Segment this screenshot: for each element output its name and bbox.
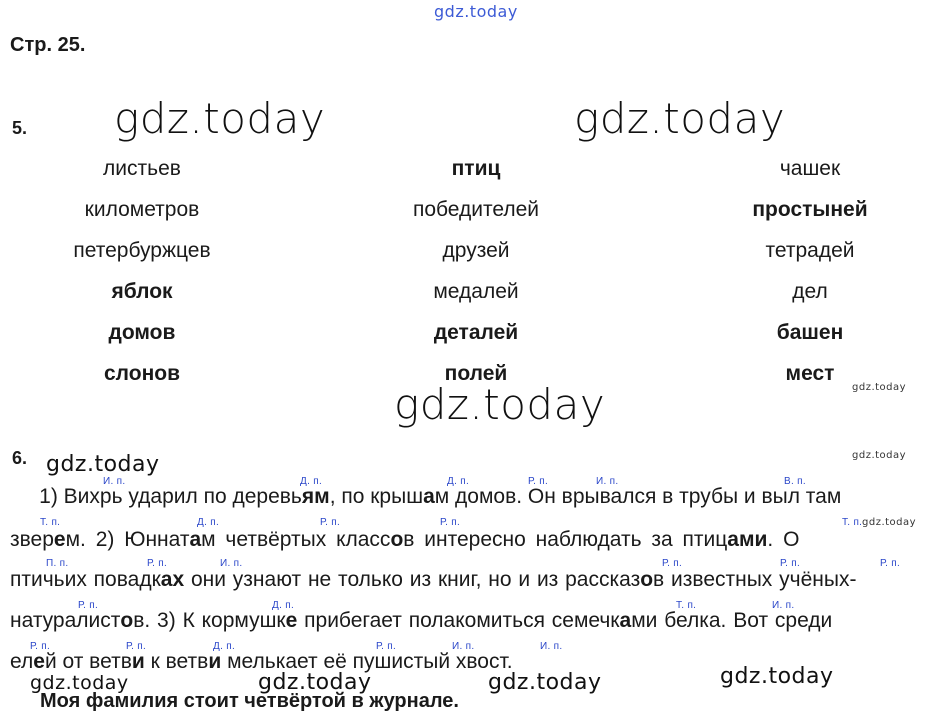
- case-label: Р. п.: [376, 641, 397, 652]
- watermark-mid-1: gdz.today: [46, 452, 160, 477]
- exercise-6-number: 6.: [12, 448, 28, 468]
- word-item: птиц: [451, 157, 501, 180]
- word-item: дел: [792, 280, 828, 303]
- word-column-3: [690, 148, 930, 394]
- word-item: простыней: [752, 198, 868, 221]
- word-column-1: [22, 148, 262, 394]
- case-label: Т. п.: [842, 517, 863, 528]
- case-label: Р. п.: [528, 476, 549, 487]
- text-line-4: натуралистов. 3) К кормушке прибегает полакомиться семечками белка. Вот среди: [10, 609, 833, 632]
- word-item: победителей: [412, 198, 540, 221]
- case-label: Т. п.: [676, 600, 697, 611]
- word-item: километров: [84, 198, 200, 221]
- exercise-5-number: 5.: [12, 118, 28, 138]
- word-item: друзей: [442, 239, 510, 262]
- case-label: Р. п.: [440, 517, 461, 528]
- word-item: башен: [776, 321, 844, 344]
- case-label: Р. п.: [78, 600, 99, 611]
- case-label: И. п.: [596, 476, 619, 487]
- case-label: Т. п.: [40, 517, 61, 528]
- word-column-2: [356, 148, 596, 394]
- case-label: И. п.: [452, 641, 475, 652]
- word-item: слонов: [104, 362, 180, 385]
- watermark-small-3: gdz.today: [862, 517, 917, 528]
- case-label: Д. п.: [300, 476, 323, 487]
- case-label: Р. п.: [320, 517, 341, 528]
- case-label: Р. п.: [662, 558, 683, 569]
- watermark-mid-2: gdz.today: [720, 664, 834, 689]
- word-item: полей: [444, 362, 508, 385]
- case-label: Р. п.: [880, 558, 901, 569]
- final-sentence: Моя фамилия стоит четвёртой в журнале.: [40, 690, 459, 712]
- word-item: петербуржцев: [73, 239, 211, 262]
- text-line-3: птичьих повадках они узнают не только из книг, но и из рассказов известных учёных-: [10, 568, 857, 591]
- word-item: яблок: [111, 280, 173, 303]
- case-label: И. п.: [540, 641, 563, 652]
- text-line-2: зверем. 2) Юннатам четвёртых классов интересно наблюдать за птицами. О: [10, 528, 800, 551]
- case-label: Р. п.: [147, 558, 168, 569]
- case-label: И. п.: [103, 476, 126, 487]
- text-line-5: елей от ветви к ветви мелькает её пушистый хвост.: [10, 650, 513, 673]
- watermark-large-2: gdz.today: [574, 94, 786, 143]
- watermark-mid-3: gdz.today: [30, 672, 129, 694]
- word-item: медалей: [433, 280, 519, 303]
- case-label: Р. п.: [126, 641, 147, 652]
- case-label: Р. п.: [30, 641, 51, 652]
- watermark-top: gdz.today: [434, 2, 518, 21]
- case-label: И. п.: [220, 558, 243, 569]
- page-reference: Стр. 25.: [10, 34, 86, 56]
- watermark-small-1: gdz.today: [852, 382, 907, 393]
- case-label: Д. п.: [213, 641, 236, 652]
- case-label: Д. п.: [272, 600, 295, 611]
- case-label: П. п.: [46, 558, 69, 569]
- case-label: Д. п.: [447, 476, 470, 487]
- watermark-mid-4: gdz.today: [258, 670, 372, 695]
- word-item: тетрадей: [765, 239, 855, 262]
- text-line-1: 1) Вихрь ударил по деревьям, по крышам домов. Он врывался в трубы и выл там: [10, 485, 842, 508]
- case-label: Р. п.: [780, 558, 801, 569]
- case-label: В. п.: [784, 476, 806, 487]
- case-label: И. п.: [772, 600, 795, 611]
- word-item: деталей: [433, 321, 519, 344]
- watermark-large-3: gdz.today: [394, 380, 606, 429]
- word-item: домов: [108, 321, 176, 344]
- word-item: листьев: [103, 157, 181, 180]
- word-item: мест: [785, 362, 835, 385]
- case-label: Д. п.: [197, 517, 220, 528]
- watermark-mid-5: gdz.today: [488, 670, 602, 695]
- word-item: чашек: [779, 157, 841, 180]
- watermark-small-2: gdz.today: [852, 450, 907, 461]
- watermark-large-1: gdz.today: [114, 94, 326, 143]
